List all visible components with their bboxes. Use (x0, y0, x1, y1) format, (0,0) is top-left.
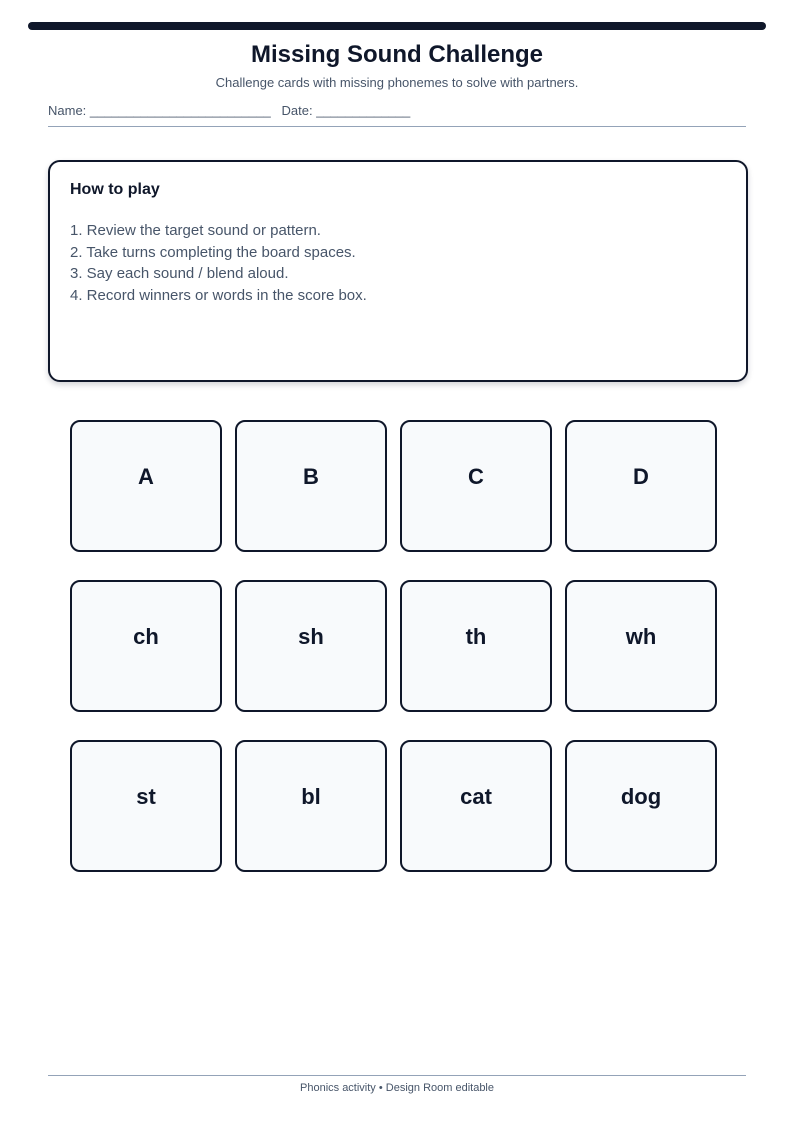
challenge-card[interactable] (400, 420, 552, 552)
how-to-play-title: How to play (70, 181, 160, 198)
card-label: D (633, 464, 649, 489)
page-subtitle: Challenge cards with missing phonemes to solve with partners. (215, 75, 579, 90)
how-to-play-box (48, 160, 748, 382)
challenge-card[interactable] (70, 420, 222, 552)
challenge-card[interactable] (235, 740, 387, 872)
top-accent-bar (28, 22, 766, 30)
name-label: Name: (48, 103, 87, 118)
challenge-card[interactable] (70, 740, 222, 872)
how-to-play-step: 3. Say each sound / blend aloud. (70, 265, 289, 282)
card-label: cat (460, 784, 492, 809)
card-label: wh (625, 624, 657, 649)
challenge-card[interactable] (400, 740, 552, 872)
challenge-card[interactable] (70, 580, 222, 712)
challenge-card[interactable] (235, 420, 387, 552)
footer-divider (48, 1075, 746, 1076)
how-to-play-step: 4. Record winners or words in the score box. (70, 286, 367, 304)
how-to-play-step: 2. Take turns completing the board spaces. (70, 243, 356, 261)
card-label: sh (298, 624, 324, 649)
card-label: bl (301, 784, 321, 809)
challenge-card-grid (70, 420, 718, 872)
footer-text: Phonics activity • Design Room editable (300, 1082, 494, 1094)
how-to-play-step: 1. Review the target sound or pattern. (70, 222, 321, 239)
date-blank[interactable]: _____________ (316, 103, 411, 118)
card-label: th (465, 624, 487, 649)
card-label: dog (620, 784, 662, 809)
card-label: B (303, 464, 319, 489)
card-label: ch (133, 624, 159, 649)
challenge-card[interactable] (400, 580, 552, 712)
challenge-card[interactable] (565, 740, 717, 872)
card-label: st (136, 784, 156, 809)
date-label: Date: (281, 103, 313, 118)
header-divider (48, 126, 746, 127)
page-title: Missing Sound Challenge (250, 41, 544, 68)
card-label: A (138, 464, 154, 489)
challenge-card[interactable] (235, 580, 387, 712)
name-date-row (48, 102, 746, 119)
how-to-play-steps (70, 220, 367, 306)
card-label: C (468, 464, 484, 489)
name-blank[interactable]: _________________________ (89, 103, 271, 118)
challenge-card[interactable] (565, 420, 717, 552)
challenge-card[interactable] (565, 580, 717, 712)
